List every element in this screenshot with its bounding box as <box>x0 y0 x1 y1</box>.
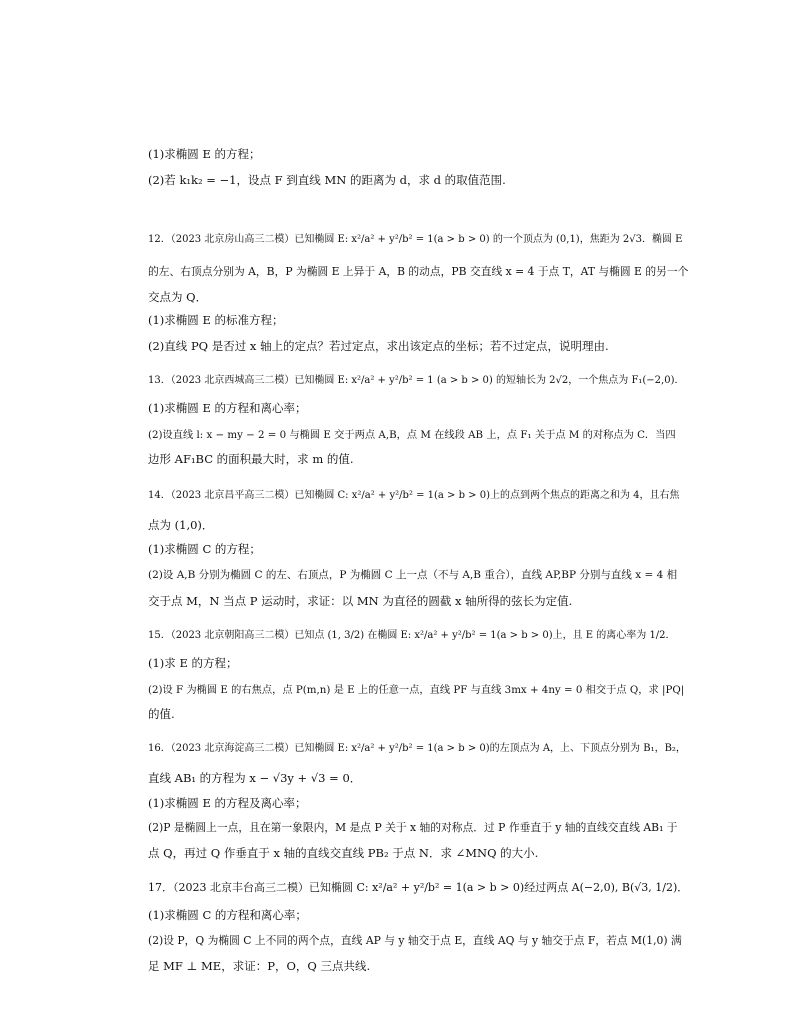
q15-part1: (1)求 E 的方程； <box>148 656 238 670</box>
q12-stem-line3: 交点为 Q． <box>148 290 208 304</box>
q14-part2-line2: 交于点 M，N 当点 P 运动时，求证：以 MN 为直径的圆截 x 轴所得的弦长为定值. <box>148 594 573 608</box>
q16-part1: (1)求椭圆 E 的方程及离心率； <box>148 796 307 810</box>
q15-part2-line2: 的值. <box>148 707 175 721</box>
q15-stem-line1: 15．（2023 北京朝阳高三二模）已知点 (1, 3/2) 在椭圆 E: x²/a² + y²/b² = 1(a > b > 0)上，且 E 的离心率为 1/2． <box>148 630 676 641</box>
q13-part2-line1: (2)设直线 l: x − my − 2 = 0 与椭圆 E 交于两点 A,B，点 M 在线段 AB 上，点 F₁ 关于点 M 的对称点为 C．当四 <box>148 429 676 441</box>
q14-part2-line1: (2)设 A,B 分别为椭圆 C 的左、右顶点，P 为椭圆 C 上一点（不与 A,B 重合），直线 AP,BP 分别与直线 x = 4 相 <box>148 569 678 581</box>
q13-part2-line2: 边形 AF₁BC 的面积最大时，求 m 的值. <box>148 452 354 466</box>
q15-part2-line1: (2)设 F 为椭圆 E 的右焦点，点 P(m,n) 是 E 上的任意一点，直线 PF 与直线 3mx + 4ny = 0 相交于点 Q，求 |PQ| <box>148 684 685 696</box>
q16-stem-line1: 16．（2023 北京海淀高三二模）已知椭圆 E: x²/a² + y²/b² = 1(a > b > 0)的左顶点为 A，上、下顶点分别为 B₁，B₂， <box>148 743 686 754</box>
q11-part2: (2)若 k₁k₂ = −1，设点 F 到直线 MN 的距离为 d，求 d 的取值范围. <box>148 173 506 187</box>
q13-part1: (1)求椭圆 E 的方程和离心率； <box>148 401 307 415</box>
q17-part2-line2: 足 MF ⊥ ME，求证：P，O，Q 三点共线. <box>148 959 371 973</box>
q17-part2-line1: (2)设 P，Q 为椭圆 C 上不同的两个点，直线 AP 与 y 轴交于点 E，直线 AQ 与 y 轴交于点 F，若点 M(1,0) 满 <box>148 934 682 947</box>
q14-stem-line2: 点为 (1,0)． <box>148 518 214 532</box>
q11-part1: (1)求椭圆 E 的方程； <box>148 147 261 161</box>
q17-part1: (1)求椭圆 C 的方程和离心率； <box>148 908 307 922</box>
q17-stem-line1: 17．（2023 北京丰台高三二模）已知椭圆 C: x²/a² + y²/b² = 1(a > b > 0)经过两点 A(−2,0), B(√3, 1/2)． <box>148 881 688 894</box>
q13-stem-line1: 13．（2023 北京西城高三二模）已知椭圆 E: x²/a² + y²/b² = 1 (a > b > 0) 的短轴长为 2√2，一个焦点为 F₁(−2,0)． <box>148 375 685 386</box>
q14-part1: (1)求椭圆 C 的方程； <box>148 542 261 556</box>
q12-stem-line2: 的左、右顶点分别为 A，B，P 为椭圆 E 上异于 A，B 的动点，PB 交直线 x = 4 于点 T，AT 与椭圆 E 的另一个 <box>148 265 688 278</box>
q12-part2: (2)直线 PQ 是否过 x 轴上的定点？若过定点，求出该定点的坐标；若不过定点，说明理由. <box>148 339 609 353</box>
q16-stem-line2: 直线 AB₁ 的方程为 x − √3y + √3 = 0． <box>148 771 362 785</box>
q14-stem-line1: 14．（2023 北京昌平高三二模）已知椭圆 C: x²/a² + y²/b² = 1(a > b > 0)上的点到两个焦点的距离之和为 4，且右焦 <box>148 490 680 501</box>
q12-part1: (1)求椭圆 E 的标准方程； <box>148 313 284 327</box>
q12-stem-line1: 12．（2023 北京房山高三二模）已知椭圆 E: x²/a² + y²/b² = 1(a > b > 0) 的一个顶点为 (0,1)，焦距为 2√3．椭圆 E <box>148 234 683 245</box>
q16-part2-line1: (2)P 是椭圆上一点，且在第一象限内，M 是点 P 关于 x 轴的对称点．过 P 作垂直于 y 轴的直线交直线 AB₁ 于 <box>148 821 678 834</box>
q16-part2-line2: 点 Q，再过 Q 作垂直于 x 轴的直线交直线 PB₂ 于点 N．求 ∠MNQ 的大小. <box>148 846 539 860</box>
